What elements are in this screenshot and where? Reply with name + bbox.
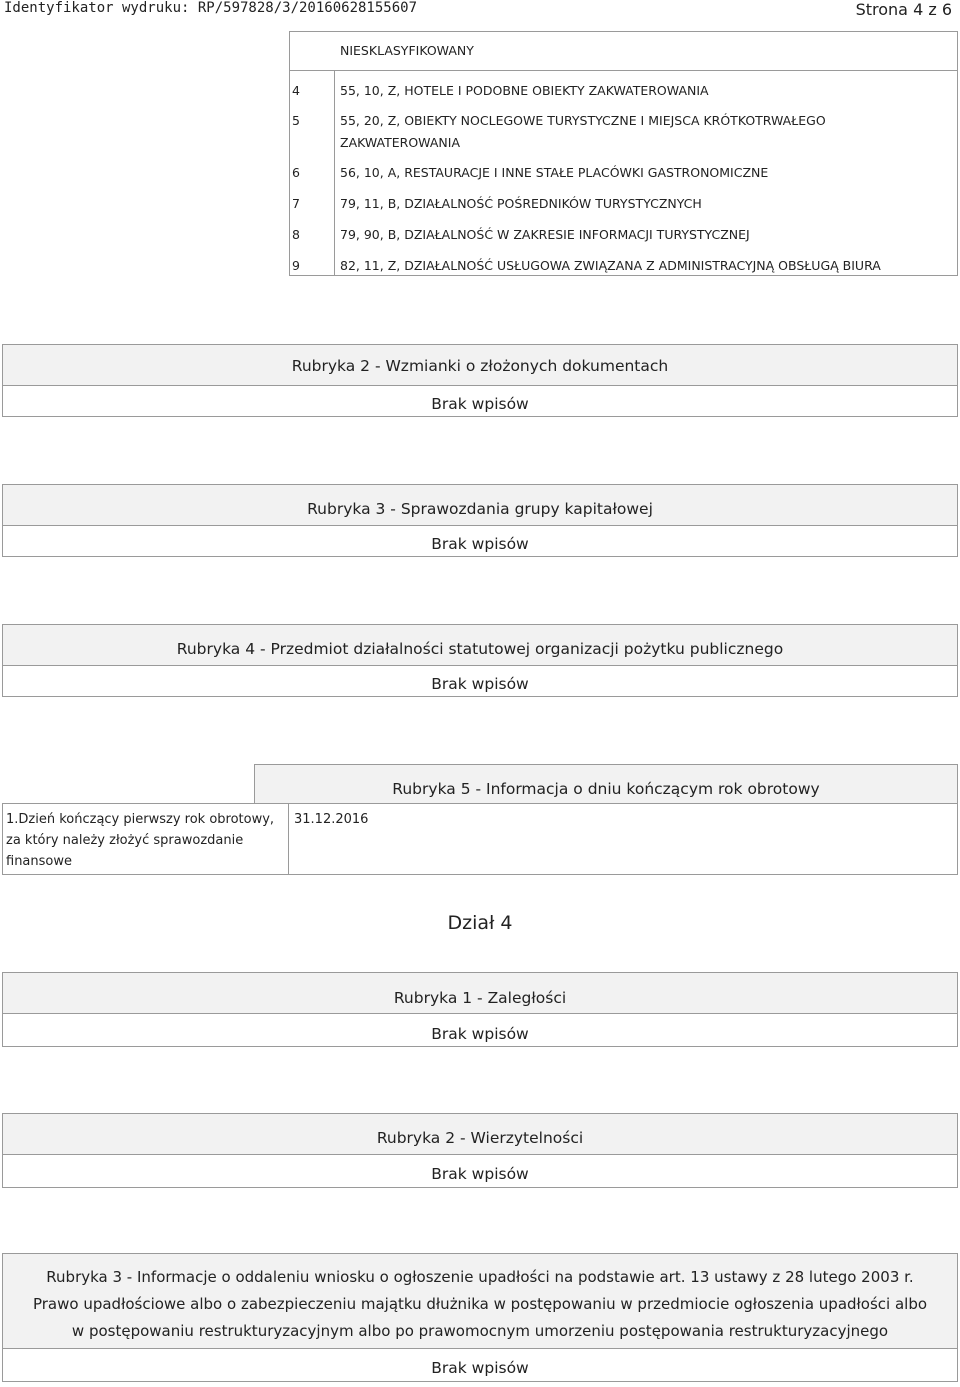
empty-entries: Brak wpisów [2, 1154, 958, 1188]
division-title: Dział 4 [447, 912, 513, 934]
column-divider [288, 803, 289, 875]
row-number: 8 [292, 227, 300, 242]
label-line: za który należy złożyć sprawozdanie [6, 833, 244, 848]
row-text-continued: ZAKWATEROWANIA [340, 135, 460, 150]
section-title-wierzytelnosci: Rubryka 2 - Wierzytelności [2, 1113, 958, 1155]
column-divider [334, 70, 335, 276]
row-number: 4 [292, 83, 300, 98]
title-line: w postępowaniu restrukturyzacyjnym albo po prawomocnym umorzeniu postępowania restrukturyzacyjnego [71, 1322, 889, 1340]
classification-label: NIESKLASYFIKOWANY [340, 43, 474, 58]
print-identifier: Identyfikator wydruku: RP/597828/3/20160628155607 [4, 0, 418, 16]
section-title-rubryka-4: Rubryka 4 - Przedmiot działalności statutowej organizacji pożytku publicznego [2, 624, 958, 666]
empty-entries: Brak wpisów [2, 385, 958, 417]
empty-entries: Brak wpisów [2, 665, 958, 697]
row-number: 9 [292, 258, 300, 273]
table-row [289, 31, 958, 71]
empty-entries: Brak wpisów [2, 525, 958, 557]
fiscal-year-label [6, 809, 274, 872]
empty-entries: Brak wpisów [2, 1013, 958, 1047]
row-text: 56, 10, A, RESTAURACJE I INNE STAŁE PLACÓWKI GASTRONOMICZNE [340, 165, 769, 180]
page-number: Strona 4 z 6 [855, 0, 952, 19]
section-title-rubryka-2: Rubryka 2 - Wzmianki o złożonych dokumentach [2, 344, 958, 386]
row-text: 55, 10, Z, HOTELE I PODOBNE OBIEKTY ZAKWATEROWANIA [340, 83, 709, 98]
label-line: finansowe [6, 854, 72, 869]
fiscal-year-end-value: 31.12.2016 [294, 812, 369, 827]
row-text: 79, 90, B, DZIAŁALNOŚĆ W ZAKRESIE INFORMACJI TURYSTYCZNEJ [340, 227, 750, 242]
section-title-rubryka-5: Rubryka 5 - Informacja o dniu kończącym rok obrotowy [254, 764, 958, 804]
title-line: Prawo upadłościowe albo o zabezpieczeniu majątku dłużnika w postępowaniu w przedmiocie ogłoszenia upadłości albo [32, 1295, 928, 1313]
row-number: 6 [292, 165, 300, 180]
row-number: 5 [292, 113, 300, 128]
label-line: 1.Dzień kończący pierwszy rok obrotowy, [6, 812, 275, 827]
row-text: 79, 11, B, DZIAŁALNOŚĆ POŚREDNIKÓW TURYSTYCZNYCH [340, 196, 702, 211]
title-line: Rubryka 3 - Informacje o oddaleniu wniosku o ogłoszenie upadłości na podstawie art. 13 ustawy z 28 lutego 2003 r. [46, 1268, 914, 1286]
row-text: 82, 11, Z, DZIAŁALNOŚĆ USŁUGOWA ZWIĄZANA Z ADMINISTRACYJNĄ OBSŁUGĄ BIURA [340, 258, 881, 273]
empty-entries: Brak wpisów [2, 1348, 958, 1382]
section-title-oddalenie-wniosku [2, 1253, 958, 1349]
section-title-zaleglosci: Rubryka 1 - Zaległości [2, 972, 958, 1014]
row-text: 55, 20, Z, OBIEKTY NOCLEGOWE TURYSTYCZNE I MIEJSCA KRÓTKOTRWAŁEGO [340, 113, 826, 128]
section-title-rubryka-3: Rubryka 3 - Sprawozdania grupy kapitałowej [2, 484, 958, 526]
row-number: 7 [292, 196, 300, 211]
